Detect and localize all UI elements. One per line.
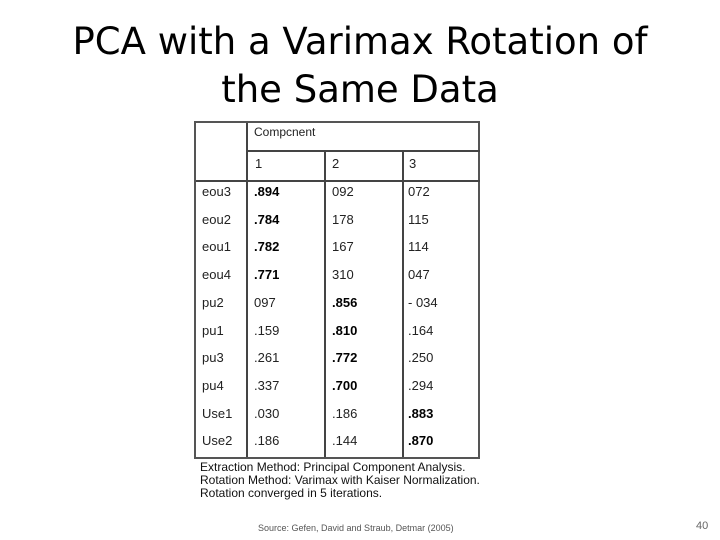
table-divider xyxy=(196,180,480,182)
table-cell: 092 xyxy=(332,184,354,199)
table-cell: 097 xyxy=(254,295,276,310)
row-label: pu4 xyxy=(202,378,224,393)
row-label: eou1 xyxy=(202,239,231,254)
column-header: 2 xyxy=(332,156,340,171)
table-divider xyxy=(324,151,326,457)
table-cell: .186 xyxy=(332,406,358,421)
table-cell: .164 xyxy=(408,323,434,338)
table-divider xyxy=(246,150,480,152)
slide-title xyxy=(0,18,720,114)
source-citation: Source: Gefen, David and Straub, Detmar (2005) xyxy=(258,523,454,533)
row-label: eou2 xyxy=(202,212,231,227)
table-cell: 115 xyxy=(408,212,429,227)
table-cell: .250 xyxy=(408,350,434,365)
table-cell: .186 xyxy=(254,433,280,448)
row-label: Use1 xyxy=(202,406,233,421)
table-cell: .771 xyxy=(254,267,280,282)
table-footnotes xyxy=(200,461,480,500)
table-cell: .856 xyxy=(332,295,358,310)
table-cell: 178 xyxy=(332,212,354,227)
footnote-extraction: Extraction Method: Principal Component Analysis. xyxy=(200,460,466,474)
row-label: pu2 xyxy=(202,295,224,310)
footnote-rotation: Rotation Method: Varimax with Kaiser Normalization. xyxy=(200,473,480,487)
component-matrix-table xyxy=(194,121,480,459)
row-label: eou4 xyxy=(202,267,231,282)
table-cell: .294 xyxy=(408,378,434,393)
table-cell: .784 xyxy=(254,212,280,227)
table-divider xyxy=(402,151,404,457)
table-cell: .700 xyxy=(332,378,358,393)
row-label: Use2 xyxy=(202,433,233,448)
footnote-convergence: Rotation converged in 5 iterations. xyxy=(200,486,383,500)
table-cell: 114 xyxy=(408,239,429,254)
table-cell: .261 xyxy=(254,350,280,365)
table-divider xyxy=(246,123,248,457)
table-cell: 047 xyxy=(408,267,430,282)
table-cell: 072 xyxy=(408,184,430,199)
table-cell: .772 xyxy=(332,350,358,365)
table-cell: - 034 xyxy=(408,295,438,310)
column-header: 3 xyxy=(409,156,417,171)
component-header: Compcnent xyxy=(254,125,316,139)
table-cell: .782 xyxy=(254,239,280,254)
table-cell: .030 xyxy=(254,406,280,421)
row-label: pu1 xyxy=(202,323,224,338)
table-cell: .883 xyxy=(408,406,434,421)
slide-title-line1: PCA with a Varimax Rotation of xyxy=(72,20,648,63)
column-header: 1 xyxy=(255,156,263,171)
table-cell: .810 xyxy=(332,323,358,338)
row-label: eou3 xyxy=(202,184,231,199)
table-cell: .337 xyxy=(254,378,280,393)
table-cell: .144 xyxy=(332,433,358,448)
table-cell: .159 xyxy=(254,323,280,338)
slide-title-line2: the Same Data xyxy=(221,68,499,111)
row-label: pu3 xyxy=(202,350,224,365)
table-cell: 167 xyxy=(332,239,354,254)
table-cell: .894 xyxy=(254,184,280,199)
table-cell: .870 xyxy=(408,433,434,448)
table-cell: 310 xyxy=(332,267,354,282)
page-number: 40 xyxy=(696,520,709,532)
